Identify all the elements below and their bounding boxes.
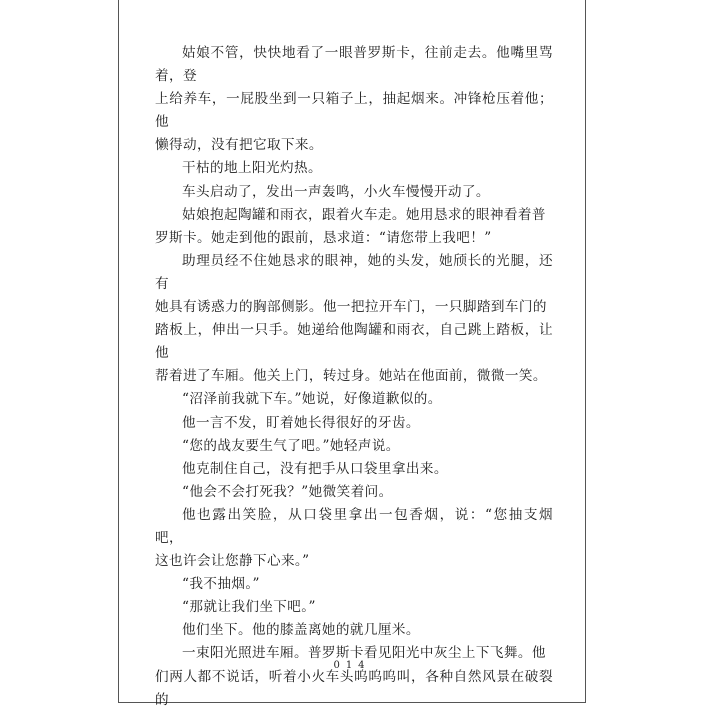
paragraph-14: 他们坐下。他的膝盖离她的就几厘米。	[182, 622, 420, 639]
page-number: 014	[333, 660, 371, 671]
paragraph-4: 姑娘抱起陶罐和雨衣，跟着火车走。她用恳求的眼神看着普 罗斯卡。她走到他的跟前，恳求道：“请您带上我吧！”	[155, 206, 546, 246]
paragraph-1: 姑娘不管，快快地看了一眼普罗斯卡，往前走去。他嘴里骂着，登 上给养车，一屁股坐到一只箱子上，抽起烟来。冲锋枪压着他；他 懒得动，没有把它取下来。	[155, 45, 553, 154]
body-text	[155, 42, 553, 712]
paragraph-13: “那就让我们坐下吧。”	[182, 599, 316, 616]
paragraph-12: “我不抽烟。”	[182, 576, 260, 593]
paragraph-6: “沼泽前我就下车。”她说，好像道歉似的。	[182, 391, 442, 408]
paragraph-11: 他也露出笑脸，从口袋里拿出一包香烟，说：“您抽支烟吧， 这也许会让您静下心来。”	[155, 506, 553, 570]
paragraph-3: 车头启动了，发出一声轰鸣，小火车慢慢开动了。	[182, 183, 490, 200]
paragraph-15: 一束阳光照进车厢。普罗斯卡看见阳光中灰尘上下飞舞。他 们两人都不说话，听着小火车头呜呜呜叫，各种自然风景在破裂的	[155, 645, 553, 708]
paragraph-8: “您的战友要生气了吧。”她轻声说。	[182, 437, 400, 454]
paragraph-10: “他会不会打死我？”她微笑着问。	[182, 483, 393, 500]
book-page	[118, 0, 586, 708]
paragraph-9: 他克制住自己，没有把手从口袋里拿出来。	[182, 460, 448, 477]
paragraph-7: 他一言不发，盯着她长得很好的牙齿。	[182, 414, 420, 431]
paragraph-5: 助理员经不住她恳求的眼神，她的头发，她颀长的光腿，还有 她具有诱惑力的胸部侧影。他一把拉开车门，一只脚踏到车门的 踏板上，伸出一只手。她递给他陶罐和雨衣，自己跳上踏板，让他 帮着进了车厢。他关上门，转过身。她站在他面前，微微一笑。	[155, 252, 553, 385]
paragraph-2: 干枯的地上阳光灼热。	[182, 160, 322, 177]
